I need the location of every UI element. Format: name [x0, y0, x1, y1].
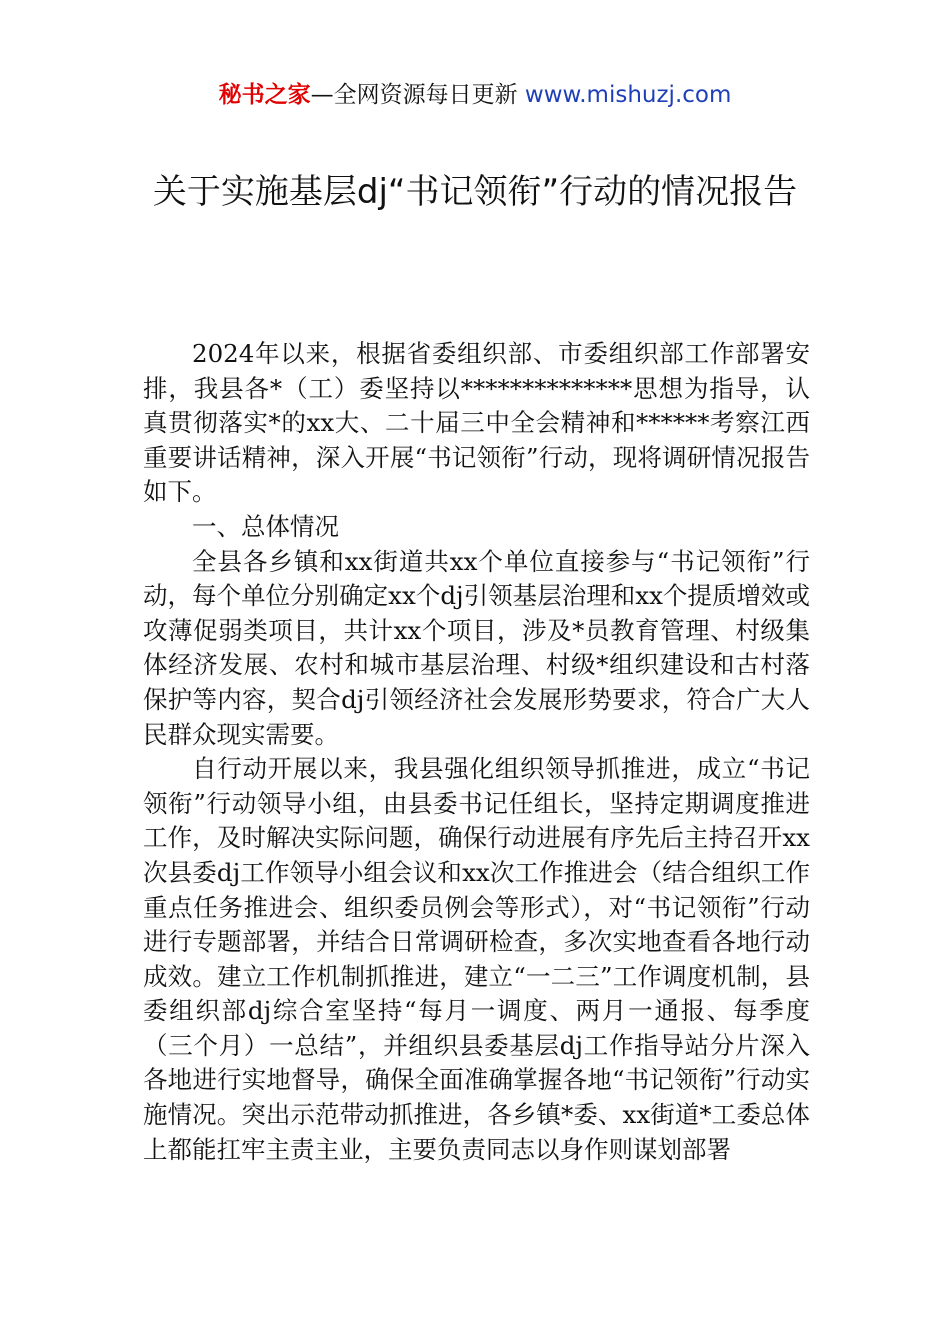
- site-header: [0, 78, 950, 112]
- paragraph-progress: 自行动开展以来，我县强化组织领导抓推进，成立“书记领衔”行动领导小组，由县委书记任组长，坚持定期调度推进工作，及时解决实际问题，确保行动进展有序先后主持召开xx次县委dj工作领导小组会议和xx次工作推进会（结合组织工作重点任务推进会、组织委员例会等形式），对“书记领衔”行动进行专题部署，并结合日常调研检查，多次实地查看各地行动成效。建立工作机制抓推进，建立“一二三”工作调度机制，县委组织部dj综合室坚持“每月一调度、两月一通报、每季度（三个月）一总结”，并组织县委基层dj工作指导站分片深入各地进行实地督导，确保全面准确掌握各地“书记领衔”行动实施情况。突出示范带动抓推进，各乡镇*委、xx街道*工委总体上都能扛牢主责主业，主要负责同志以身作则谋划部署: [143, 754, 810, 1164]
- section-heading: 一、总体情况: [192, 511, 339, 541]
- site-url-link[interactable]: www.mishuzj.com: [524, 82, 732, 108]
- document-body: [143, 337, 810, 1167]
- site-tagline: —全网资源每日更新: [310, 82, 525, 108]
- paragraph-overview: 全县各乡镇和xx街道共xx个单位直接参与“书记领衔”行动，每个单位分别确定xx个dj引领基层治理和xx个提质增效或攻薄促弱类项目，共计xx个项目，涉及*员教育管理、村级集体经济发展、农村和城市基层治理、村级*组织建设和古村落保护等内容，契合dj引领经济社会发展形势要求，符合广大人民群众现实需要。: [143, 546, 810, 749]
- paragraph-intro: 2024年以来，根据省委组织部、市委组织部工作部署安排，我县各*（工）委坚持以**************思想为指导，认真贯彻落实*的xx大、二十届三中全会精神和******考察江西重要讲话精神，深入开展“书记领衔”行动，现将调研情况报告如下。: [143, 339, 810, 507]
- document-title: 关于实施基层dj“书记领衔”行动的情况报告: [152, 172, 798, 212]
- site-brand: 秘书之家: [218, 82, 311, 108]
